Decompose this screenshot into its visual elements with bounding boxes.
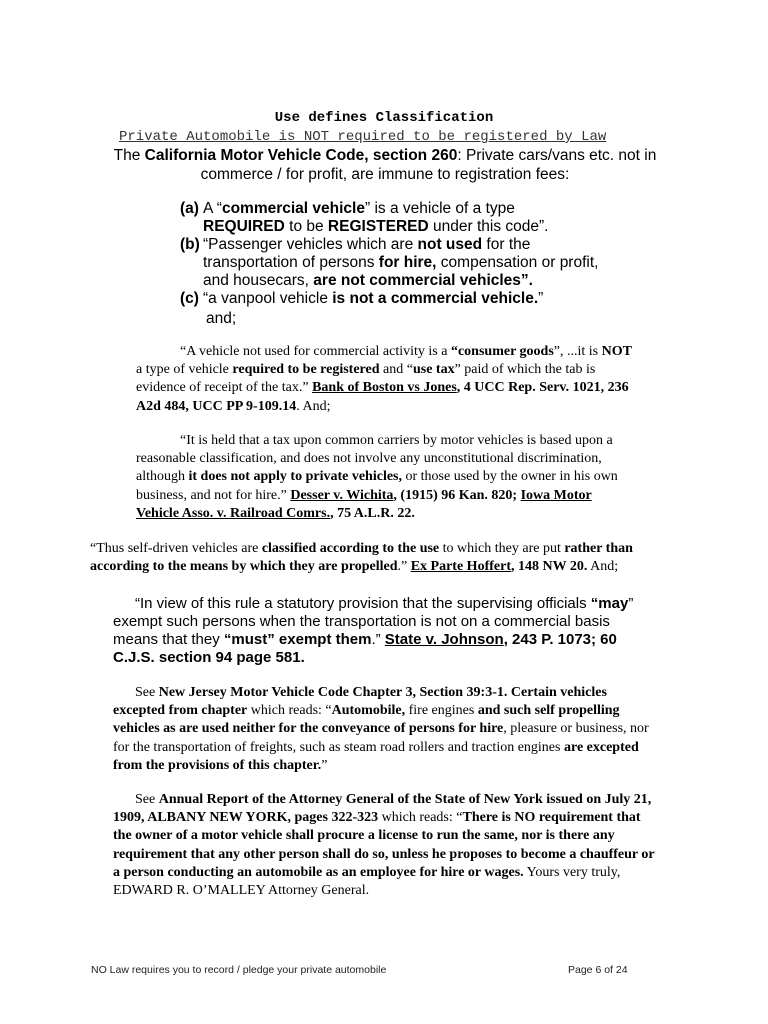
text-run: “a vanpool vehicle	[203, 290, 333, 307]
text-run: Yours very truly, EDWARD R. O’MALLEY Attorney General.	[113, 864, 621, 899]
quote-paragraph-common-carriers	[136, 432, 636, 523]
bold-run: classified according to the use	[261, 541, 440, 556]
text-run: See	[135, 792, 159, 807]
bold-run: is not a commercial vehicle.	[332, 290, 539, 307]
text-run: compensation or profit, and housecars,	[203, 254, 599, 289]
intro-text: The	[113, 147, 145, 164]
text-run: fire engines	[405, 703, 478, 719]
bold-run: Automobile,	[331, 703, 406, 719]
text-run: .”	[371, 631, 385, 648]
quote-paragraph-new-york	[113, 791, 658, 900]
bold-run: “consumer goods	[450, 344, 554, 359]
bold-run: , (1915) 96 Kan. 820;	[393, 487, 521, 503]
text-run: A “	[203, 200, 222, 217]
text-run: .”	[397, 559, 411, 574]
text-run: for the transportation of persons	[203, 236, 531, 271]
text-run: ”	[321, 757, 328, 773]
bold-run: are excepted from the provisions of this chapter.	[113, 739, 639, 773]
list-item-label: (b)	[180, 236, 200, 253]
text-run: ” is a vehicle of a type	[364, 200, 515, 217]
text-run: and “	[379, 362, 413, 378]
bold-run: rather than according to the means by which they are propelled	[90, 541, 633, 574]
case-citation: Ex Parte Hoffert	[410, 559, 511, 574]
text-run: to be	[284, 218, 328, 235]
footer-page-number: Page 6 of 24	[568, 964, 628, 976]
text-run: “In view of this rule a statutory provision that the supervising officials	[135, 595, 591, 612]
case-citation: Iowa Motor Vehicle Asso. v. Railroad Comrs.	[136, 487, 592, 521]
bold-run: There is NO requirement that the owner of a motor vehicle shall procure a license to run the same, nor is there any requirement that any other person shall do so, unless he proposes to become a chauffeur or a person conducting an automobile as an employee for hire or wages.	[113, 810, 655, 880]
list-item-b	[180, 236, 600, 290]
text-run: to which they are put	[439, 541, 565, 556]
quote-paragraph-consumer-goods	[136, 343, 636, 416]
bold-run: , 148 NW 20.	[511, 559, 588, 574]
bold-run: Annual Report of the Attorney General of the State of New York issued on July 21, 1909, ALBANY NEW YORK, pages 322-323	[113, 792, 652, 826]
bold-run: commercial vehicle	[221, 200, 365, 217]
text-run: which reads: “	[247, 703, 332, 719]
text-run: See	[135, 685, 159, 700]
list-item-text	[203, 200, 600, 236]
text-run: , pleasure or business, nor for the transportation of freights, such as steam road rollers and traction engines	[113, 721, 649, 755]
bold-run: are not commercial vehicles”.	[313, 272, 533, 289]
intro-text: : Private cars/vans etc. not in commerce / for profit, are immune to registration fees:	[200, 147, 657, 183]
quote-paragraph-self-driven	[90, 540, 690, 576]
text-run: or those used by the owner in his own business, and not for hire.”	[136, 469, 618, 503]
bold-run: New Jersey Motor Vehicle Code Chapter 3, Section 39:3-1. Certain vehicles excepted from chapter	[113, 685, 607, 719]
bold-run: NOT	[601, 344, 632, 359]
text-run: “It is held that a tax upon common carriers by motor vehicles is based upon a reasonable classification, and does not involve any unconstitutional discrimination, although	[136, 433, 613, 485]
bold-run: for hire,	[378, 254, 437, 271]
list-item-text	[203, 290, 600, 308]
case-citation: State v. Johnson	[384, 631, 504, 648]
intro-code-reference: California Motor Vehicle Code, section 260	[144, 147, 458, 164]
footer-running-title: NO Law requires you to record / pledge your private automobile	[91, 964, 387, 976]
bold-run: , 75 A.L.R. 22.	[330, 505, 415, 521]
text-run: a type of vehicle	[136, 362, 233, 378]
bold-run: and such self propelling vehicles as are used neither for the conveyance of persons for hire	[113, 703, 620, 737]
page-subtitle: Private Automobile is NOT required to be registered by Law	[119, 129, 607, 145]
bold-run: “must” exempt them	[223, 631, 372, 648]
text-run: ” paid of which the tab is evidence of receipt of the tax.”	[136, 362, 596, 396]
quote-paragraph-statutory-provision	[113, 595, 658, 667]
text-run: “Thus self-driven vehicles are	[90, 541, 262, 556]
bold-run: REGISTERED	[327, 218, 429, 235]
bold-run: it does not apply to private vehicles,	[188, 469, 402, 485]
text-run: And;	[587, 559, 619, 574]
bold-run: REQUIRED	[203, 218, 285, 235]
case-citation: Desser v. Wichita	[290, 487, 394, 503]
list-conjunction: and;	[206, 310, 237, 327]
list-item-a	[180, 200, 600, 236]
case-citation: Bank of Boston vs Jones	[312, 380, 457, 396]
text-run: . And;	[296, 398, 331, 414]
list-item-text	[203, 236, 600, 290]
code-definitions-list	[180, 200, 600, 308]
text-run: under this code”.	[428, 218, 549, 235]
intro-paragraph	[100, 146, 670, 184]
bold-run: not used	[417, 236, 483, 253]
text-run: which reads: “	[378, 810, 463, 826]
text-run: “Passenger vehicles which are	[203, 236, 418, 253]
bold-run: , 243 P. 1073; 60 C.J.S. section 94 page 581.	[113, 631, 617, 666]
bold-run: use tax	[412, 362, 455, 378]
text-run: ”	[538, 290, 544, 307]
bold-run: required to be registered	[232, 362, 380, 378]
list-item-label: (c)	[180, 290, 199, 307]
list-item-label: (a)	[180, 200, 199, 217]
list-item-c	[180, 290, 600, 308]
page-title: Use defines Classification	[274, 110, 494, 126]
text-run: “A vehicle not used for commercial activity is a	[180, 344, 451, 359]
text-run: ” exempt such persons when the transportation is not on a commercial basis means that they	[113, 595, 634, 648]
bold-run: “may	[590, 595, 629, 612]
bold-run: , 4 UCC Rep. Serv. 1021, 236 A2d 484, UCC PP 9-109.14	[136, 380, 629, 414]
quote-paragraph-new-jersey	[113, 684, 658, 775]
text-run: ”, ...it is	[553, 344, 602, 359]
